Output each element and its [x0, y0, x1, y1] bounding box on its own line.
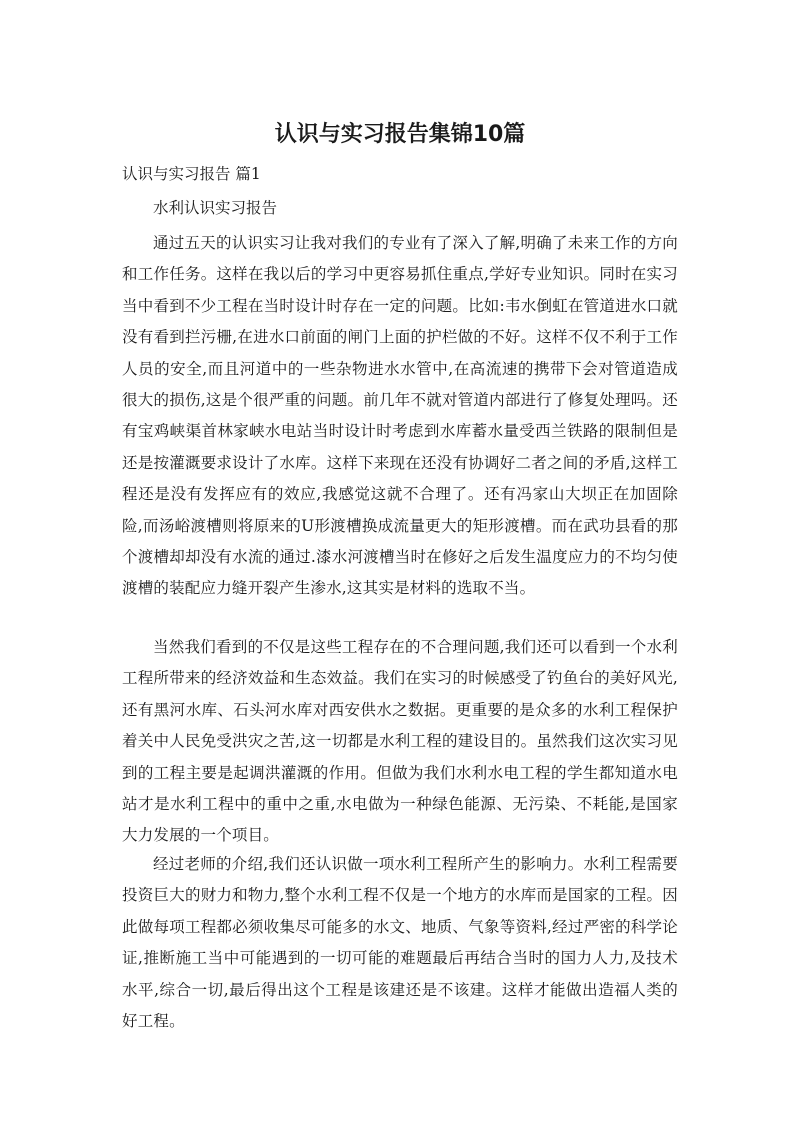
section-heading: 认识与实习报告 篇1: [122, 165, 261, 183]
paragraph-3: 经过老师的介绍,我们还认识做一项水利工程所产生的影响力。水利工程需要投资巨大的财力和物力,整个水利工程不仅是一个地方的水库而是国家的工程。因此做每项工程都必须收集尽可能多的水文、地质、气象等资料,经过严密的科学论证,推断施工当中可能遇到的一切可能的难题最后再结合当时的国力人力,及技术水平,综合一切,最后得出这个工程是该建还是不该建。这样才能做出造福人类的好工程。: [122, 855, 678, 1031]
document-title: 认识与实习报告集锦10篇: [274, 122, 526, 147]
paragraph-2: 当然我们看到的不仅是这些工程存在的不合理问题,我们还可以看到一个水利工程所带来的经济效益和生态效益。我们在实习的时候感受了钓鱼台的美好风光,还有黑河水库、石头河水库对西安供水之数据。更重要的是众多的水利工程保护着关中人民免受洪灾之苦,这一切都是水利工程的建设目的。虽然我们这次实习见到的工程主要是起调洪灌溉的作用。但做为我们水利水电工程的学生都知道水电站才是水利工程中的重中之重,水电做为一种绿色能源、无污染、不耗能,是国家大力发展的一个项目。: [122, 638, 678, 845]
paragraph-1: 通过五天的认识实习让我对我们的专业有了深入了解,明确了未来工作的方向和工作任务。这样在我以后的学习中更容易抓住重点,学好专业知识。同时在实习当中看到不少工程在当时设计时存在一定的问题。比如:韦水倒虹在管道进水口就没有看到拦污栅,在进水口前面的闸门上面的护栏做的不好。这样不仅不利于工作人员的安全,而且河道中的一些杂物进水水管中,在高流速的携带下会对管道造成很大的损伤,这是个很严重的问题。前几年不就对管道内部进行了修复处理吗。还有宝鸡峡渠首林家峡水电站当时设计时考虑到水库蓄水量受西兰铁路的限制但是还是按灌溉要求设计了水库。这样下来现在还没有协调好二者之间的矛盾,这样工程还是没有发挥应有的效应,我感觉这就不合理了。还有冯家山大坝正在加固除险,而汤峪渡槽则将原来的U形渡槽换成流量更大的矩形渡槽。而在武功县看的那个渡槽却却没有水流的通过.漆水河渡槽当时在修好之后发生温度应力的不均匀使渡槽的装配应力缝开裂产生渗水,这其实是材料的选取不当。: [122, 234, 678, 598]
report-subtitle: 水利认识实习报告: [153, 199, 278, 217]
